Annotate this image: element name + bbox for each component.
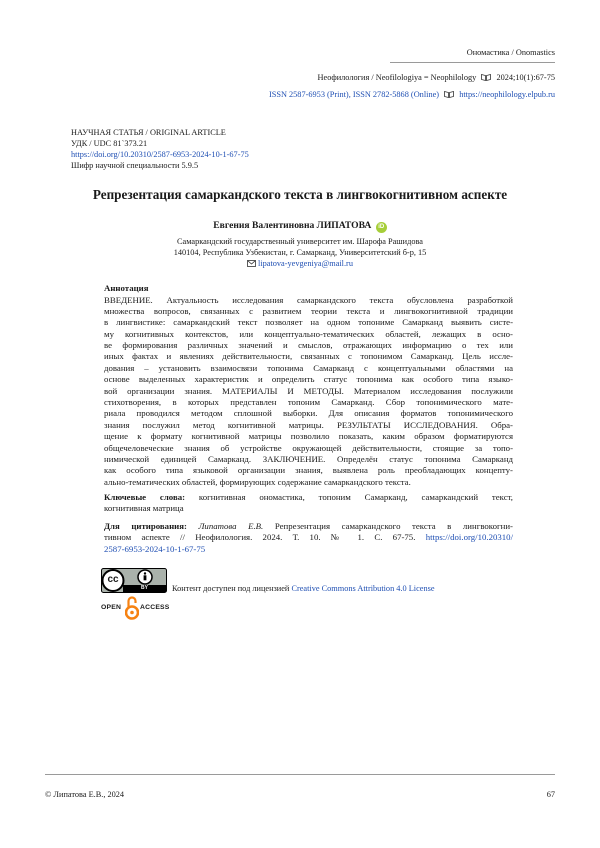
abstract-line: вой организации знания. МАТЕРИАЛЫ И МЕТОДЫ. Материалом исследования послужили bbox=[104, 385, 513, 396]
envelope-icon bbox=[247, 259, 256, 270]
section-label: Ономастика / Onomastics bbox=[466, 48, 555, 57]
issn-text: ISSN 2587-6953 (Print), ISSN 2782-5868 (Online) bbox=[268, 90, 440, 99]
abstract-line: иных фактах и явлениях действительности, связанных с топонимом Самарканд. Цель иссле- bbox=[104, 351, 513, 362]
book-icon bbox=[444, 90, 454, 97]
journal-website-link[interactable]: https://neophilology.elpub.ru bbox=[459, 90, 555, 99]
page-number: 67 bbox=[546, 790, 555, 799]
cc-label: cc bbox=[107, 574, 119, 585]
license-text: Контент доступен под лицензией bbox=[172, 584, 290, 593]
keywords-line-1: Ключевые слова: когнитивная ономастика, топоним Самарканд, самаркандский текст, bbox=[104, 492, 513, 502]
author-email-line bbox=[0, 258, 600, 270]
abstract-line: му когнитивных контекстов, или концептуально-тематических областей, лежащих в осно- bbox=[104, 328, 513, 339]
access-label: ACCESS bbox=[140, 604, 170, 611]
issn-line bbox=[269, 89, 555, 100]
open-access-lock-icon bbox=[125, 595, 139, 626]
book-icon bbox=[481, 73, 491, 80]
citation-block bbox=[104, 521, 513, 555]
author-email[interactable]: lipatova-yevgeniya@mail.ru bbox=[258, 259, 353, 268]
author-address: 140104, Республика Узбекистан, г. Самарканд, Университетский б-р, 15 bbox=[173, 248, 427, 257]
abstract-line: стихотворения, в которых представлен топоним Самарканд. Сбор топонимического мате- bbox=[104, 397, 513, 408]
abstract-line: ВВЕДЕНИЕ. Актуальность исследования самаркандского текста обусловлена разработкой bbox=[104, 294, 513, 305]
abstract-line: нимической единицей Самарканд. ЗАКЛЮЧЕНИЕ. Определён статус топонима Самарканд bbox=[104, 453, 513, 464]
orcid-icon[interactable]: iD bbox=[376, 222, 387, 233]
license-line bbox=[172, 583, 435, 594]
citation-line-1: Для цитирования: Липатова Е.В. Репрезентация самаркандского текста в лингвокогни- bbox=[104, 521, 513, 531]
open-label: OPEN bbox=[101, 604, 122, 611]
cc-by-badge[interactable] bbox=[101, 568, 167, 593]
header-divider bbox=[390, 62, 555, 63]
citation-doi-link[interactable]: https://doi.org/10.20310/ bbox=[425, 532, 514, 543]
abstract-line: ально-тематических областей, формирующих содержание самаркандского текста. bbox=[104, 476, 411, 487]
abstract-line: как особого типа языковой организации знания, выявлена роль преобладающих концепту- bbox=[104, 465, 513, 476]
by-label: BY bbox=[141, 585, 148, 591]
journal-name: Неофилология / Neofilologiya = Neophilology bbox=[317, 73, 477, 82]
abstract-line: общечеловеческие знания об устройстве окружающей действительности, стоящие за топо- bbox=[104, 442, 513, 453]
abstract-line: знания послужил метод когнитивной матрицы. РЕЗУЛЬТАТЫ ИССЛЕДОВАНИЯ. Обра- bbox=[104, 419, 513, 430]
abstract-line: ве формирования различных значений и смыслов, отражающих информацию о тех или bbox=[104, 340, 513, 351]
article-type: НАУЧНАЯ СТАТЬЯ / ORIGINAL ARTICLE bbox=[71, 128, 226, 137]
author-line bbox=[0, 219, 600, 233]
abstract-heading: Аннотация bbox=[104, 283, 149, 293]
abstract-line: дования – установить взаимосвязи топонима Самарканд с концептуальными областями на bbox=[104, 362, 513, 373]
citation-doi-link-cont[interactable]: 2587-6953-2024-10-1-67-75 bbox=[104, 543, 206, 554]
abstract-line: щение к формату когнитивной матрицы позволило показать, каким образом форматируются bbox=[104, 431, 513, 442]
citation-line-3 bbox=[104, 544, 513, 555]
abstract-line: риала проводился методом сплошной выборки. Для описания форматов топонимического bbox=[104, 408, 513, 419]
specialty-code: Шифр научной специальности 5.9.5 bbox=[71, 161, 199, 170]
article-title: Репрезентация самаркандского текста в лингвокогнитивном аспекте bbox=[92, 187, 508, 202]
copyright: © Липатова Е.В., 2024 bbox=[45, 790, 125, 799]
abstract-text bbox=[104, 295, 513, 489]
doi-link-text[interactable]: https://doi.org/10.20310/2587-6953-2024-10-1-67-75 bbox=[71, 150, 249, 159]
open-access-logo bbox=[101, 595, 173, 621]
author-affiliation: Самаркандский государственный университет им. Шарофа Рашидова bbox=[177, 237, 423, 246]
author-name: Евгения Валентиновна ЛИПАТОВА bbox=[213, 220, 372, 231]
abstract-line: множества вопросов, связанных с развитием теории текста и лингвокогнитивной традиции bbox=[104, 305, 513, 316]
citation-line-2: тивном аспекте // Неофилология. 2024. Т. 10. № 1. С. 67-75. https://doi.org/10.20310/ bbox=[104, 532, 514, 543]
doi-link[interactable] bbox=[71, 149, 249, 160]
footer-divider bbox=[45, 774, 555, 775]
license-link[interactable]: Creative Commons Attribution 4.0 License bbox=[291, 584, 435, 593]
keywords-line-2: когнитивная матрица bbox=[104, 503, 184, 514]
keywords bbox=[104, 492, 513, 515]
journal-line bbox=[318, 72, 555, 83]
journal-citation: 2024;10(1):67-75 bbox=[496, 73, 555, 82]
abstract-line: основе выделенных характеристик и определить статус топонима как особого типа языко- bbox=[104, 374, 513, 385]
abstract-line: в лингвистике: самаркандский текст позволяет на одном топониме Самарканд выявить систе- bbox=[104, 317, 513, 328]
udc-code: УДК / UDC 81`373.21 bbox=[71, 139, 148, 148]
